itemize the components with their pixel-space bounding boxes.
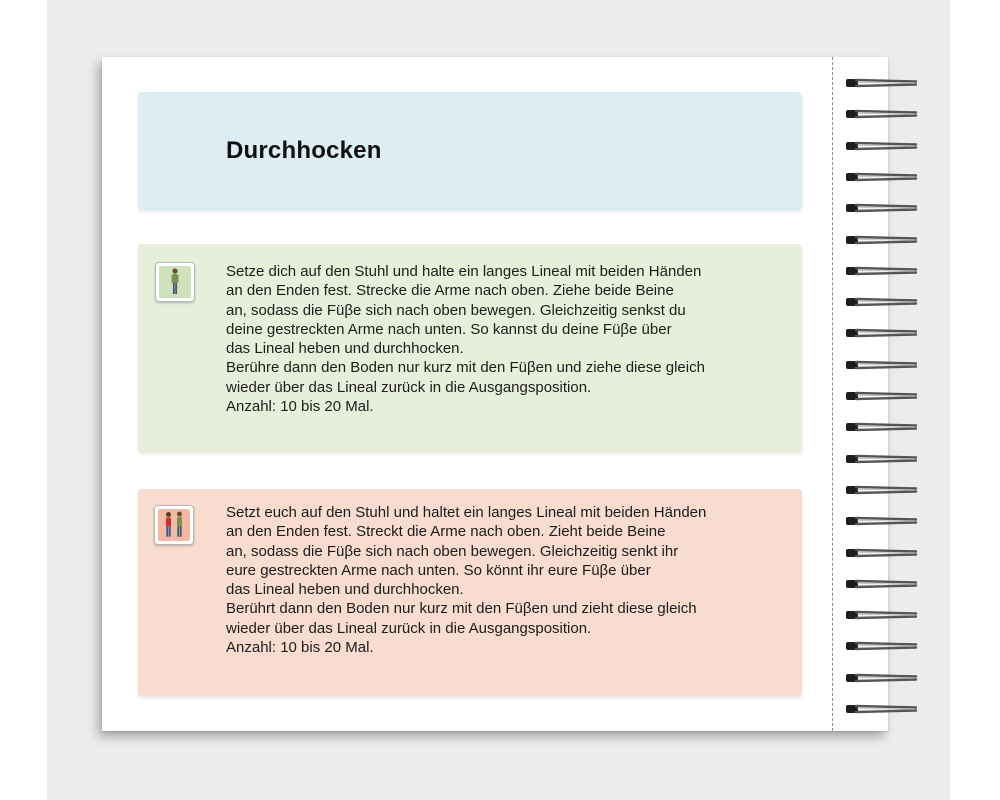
text-line: deine gestreckten Arme nach unten. So kannst du deine Füβe über — [226, 320, 672, 338]
two-persons-icon — [154, 505, 194, 545]
spiral-ring — [846, 170, 918, 184]
spiral-ring — [846, 702, 918, 716]
text-line: Anzahl: 10 bis 20 Mal. — [226, 639, 374, 657]
spiral-ring — [846, 139, 918, 153]
perforation-line — [832, 57, 833, 731]
spiral-ring — [846, 295, 918, 309]
spiral-ring — [846, 608, 918, 622]
spiral-ring — [846, 326, 918, 340]
spiral-ring — [846, 76, 918, 90]
text-line: eure gestreckten Arme nach unten. So könnt ihr eure Füβe über — [226, 561, 651, 579]
spiral-binding — [846, 76, 920, 726]
page-title: Durchhocken — [226, 137, 382, 164]
spiral-ring — [846, 420, 918, 434]
text-line: das Lineal heben und durchhocken. — [226, 340, 464, 358]
spiral-ring — [846, 639, 918, 653]
spiral-ring — [846, 358, 918, 372]
text-line: Anzahl: 10 bis 20 Mal. — [226, 398, 374, 416]
text-line: an den Enden fest. Strecke die Arme nach oben. Ziehe beide Beine — [226, 282, 674, 300]
spiral-ring — [846, 577, 918, 591]
text-line: Setzt euch auf den Stuhl und haltet ein langes Lineal mit beiden Händen — [226, 504, 707, 521]
spiral-ring — [846, 452, 918, 466]
spiral-ring — [846, 233, 918, 247]
single-exercise-text — [226, 262, 796, 416]
text-line: Berührt dann den Boden nur kurz mit den Füβen und zieht diese gleich — [226, 600, 697, 618]
single-person-icon — [155, 262, 195, 302]
pair-exercise-text — [226, 503, 796, 657]
text-line: an, sodass die Füβe sich nach oben bewegen. Gleichzeitig senkst du — [226, 301, 686, 319]
text-line: wieder über das Lineal zurück in die Ausgangsposition. — [226, 619, 592, 637]
text-line: an den Enden fest. Streckt die Arme nach oben. Zieht beide Beine — [226, 523, 666, 541]
text-line: Setze dich auf den Stuhl und halte ein langes Lineal mit beiden Händen — [226, 263, 702, 280]
spiral-ring — [846, 201, 918, 215]
spiral-ring — [846, 107, 918, 121]
text-line: Berühre dann den Boden nur kurz mit den Füβen und ziehe diese gleich — [226, 359, 705, 377]
text-line: an, sodass die Füβe sich nach oben bewegen. Gleichzeitig senkt ihr — [226, 542, 679, 560]
spiral-ring — [846, 389, 918, 403]
text-line: wieder über das Lineal zurück in die Ausgangsposition. — [226, 378, 592, 396]
text-line: das Lineal heben und durchhocken. — [226, 581, 464, 599]
spiral-ring — [846, 546, 918, 560]
spiral-ring — [846, 483, 918, 497]
spiral-ring — [846, 671, 918, 685]
spiral-ring — [846, 264, 918, 278]
spiral-ring — [846, 514, 918, 528]
